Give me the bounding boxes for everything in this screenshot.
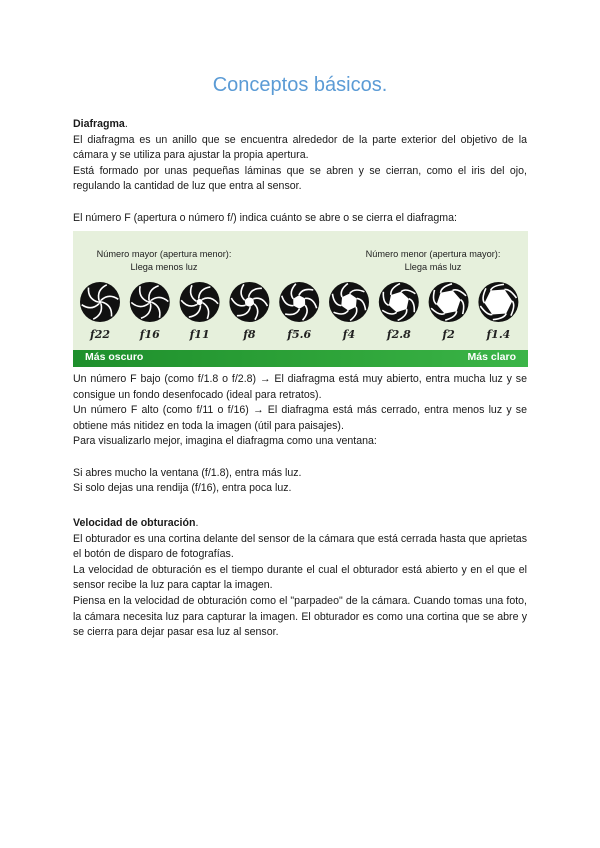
paragraph: Para visualizarlo mejor, imagina el diafragma como una ventana: — [73, 435, 377, 448]
caption-line: Llega menos luz — [130, 262, 198, 272]
paragraph: La velocidad de obturación es el tiempo durante el cual el obturador está abierto y en el que el sensor recibe la luz para captar la imagen. — [73, 563, 527, 592]
paragraph: El obturador es una cortina delante del sensor de la cámara que está cerrada hasta que aprietas el botón de disparo de fotografías. — [73, 532, 527, 561]
paragraph: Está formado por unas pequeñas láminas que se abren y se cierran, como el iris del ojo, regulando la cantidad de luz que entra al sensor. — [73, 164, 527, 193]
aperture-icon — [130, 282, 170, 322]
aperture-icon — [429, 282, 469, 322]
fstop-label: f1.4 — [486, 328, 511, 341]
paragraph: Piensa en la velocidad de obturación como el "parpadeo" de la cámara. Cuando tomas una foto, la cámara necesita luz para capturar la imagen. El obturador es como una cortina que se abre y se cierra para dejar pasar esa luz al sensor. — [73, 594, 527, 639]
fstop-label: f5.6 — [287, 328, 312, 341]
paragraph: Un número F alto (como f/11 o f/16) → El diafragma está más cerrado, entra menos luz y se obtiene más nitidez en toda la imagen (útil para paisajes). — [73, 404, 527, 432]
light-gradient-bar — [73, 350, 528, 367]
aperture-icon — [229, 282, 269, 322]
heading-suffix: . — [124, 118, 128, 130]
section-diafragma — [73, 117, 527, 226]
obturacion-heading: Velocidad de obturación — [73, 517, 196, 529]
fstop-label: f2.8 — [386, 328, 411, 341]
heading-suffix: . — [195, 517, 199, 529]
paragraph: Un número F bajo (como f/1.8 o f/2.8) → El diafragma está muy abierto, entra mucha luz y se consigue un fondo desenfocado (ideal para retratos). — [73, 373, 527, 401]
paragraph: El diafragma es un anillo que se encuentra alrededor de la parte exterior del objetivo de la cámara y se utiliza para ajustar la propia apertura. — [73, 133, 527, 162]
figure-caption-right — [348, 248, 518, 274]
paragraph: Si abres mucho la ventana (f/1.8), entra más luz. — [73, 466, 302, 479]
aperture-icon — [379, 282, 419, 322]
section-obturacion — [73, 516, 527, 641]
aperture-diagram — [73, 281, 528, 349]
bar-label-lighter: Más claro — [467, 351, 516, 363]
fstop-label: f4 — [342, 328, 356, 341]
page-title: Conceptos básicos. — [212, 74, 388, 96]
section-heading — [73, 117, 527, 133]
aperture-figure — [73, 231, 528, 367]
section-heading — [73, 516, 527, 532]
fstop-label: f8 — [243, 328, 256, 341]
figure-caption-left — [79, 248, 249, 274]
aperture-icon — [180, 282, 220, 322]
fstop-label: f16 — [139, 328, 160, 341]
bar-label-darker: Más oscuro — [85, 351, 144, 363]
paragraph: Si solo dejas una rendija (f/16), entra poca luz. — [73, 482, 292, 495]
fstop-label: f11 — [189, 328, 210, 341]
aperture-icon — [80, 282, 120, 322]
caption-line: Número menor (apertura mayor): — [365, 249, 501, 259]
fstop-label: f22 — [89, 328, 111, 341]
aperture-icon — [329, 282, 369, 322]
caption-line: Número mayor (apertura menor): — [96, 249, 232, 259]
fstop-label: f2 — [442, 328, 455, 341]
caption-line: Llega más luz — [404, 262, 462, 272]
diafragma-heading: Diafragma — [73, 118, 125, 130]
paragraph: El número F (apertura o número f/) indica cuánto se abre o se cierra el diafragma: — [73, 211, 457, 224]
section-aperture-explanation — [73, 372, 527, 497]
aperture-icon — [279, 282, 319, 322]
aperture-icon — [478, 282, 518, 322]
